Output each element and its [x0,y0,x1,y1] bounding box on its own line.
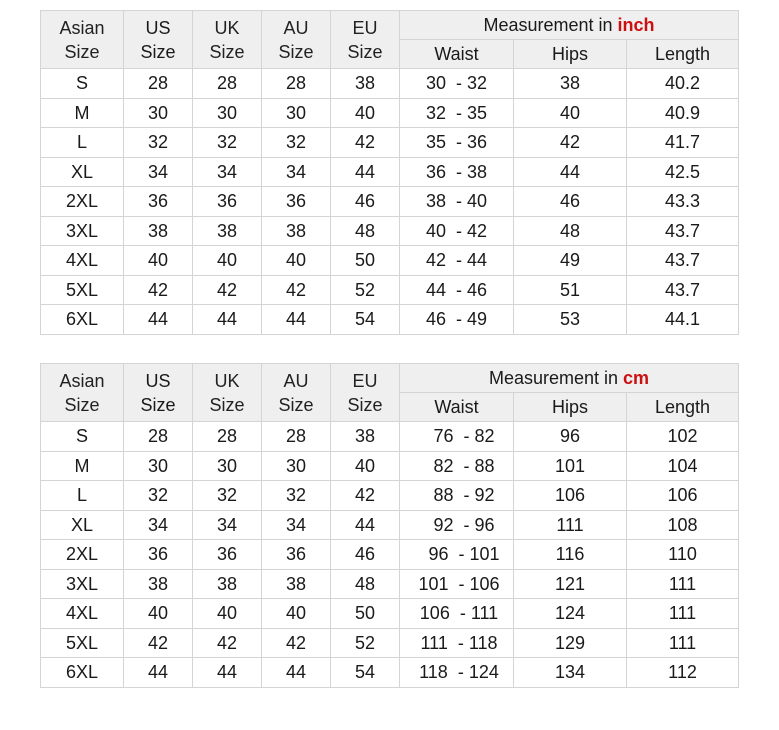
hips-cell: 106 [514,481,627,511]
hips-cell: 46 [514,187,627,217]
au-size-cell: 40 [262,246,331,276]
eu-size-cell: 46 [331,187,400,217]
length-cell: 40.9 [627,98,739,128]
hips-cell: 124 [514,599,627,629]
cm-size-table [40,363,739,688]
hips-cell: 40 [514,98,627,128]
table-row [41,422,739,452]
us-size-cell: 38 [124,569,193,599]
waist-cell: 35 - 36 [400,128,514,158]
uk-size-cell: 34 [193,157,262,187]
waist-cell: 88 - 92 [400,481,514,511]
asian-size-cell: 5XL [41,275,124,305]
hips-cell: 129 [514,628,627,658]
table-row [41,305,739,335]
length-cell: 111 [627,599,739,629]
hips-cell: 49 [514,246,627,276]
au-size-cell: 34 [262,510,331,540]
asian-size-cell: L [41,128,124,158]
uk-size-cell: 38 [193,569,262,599]
table-row [41,98,739,128]
eu-size-cell: 38 [331,69,400,99]
us-size-cell: 34 [124,157,193,187]
us-size-cell: 40 [124,599,193,629]
us-size-cell: 32 [124,481,193,511]
hips-cell: 121 [514,569,627,599]
au-size-cell: 32 [262,128,331,158]
table-row [41,599,739,629]
length-cell: 110 [627,540,739,570]
us-size-cell: 28 [124,422,193,452]
hips-cell: 44 [514,157,627,187]
header-waist: Waist [400,393,514,422]
asian-size-cell: L [41,481,124,511]
length-cell: 108 [627,510,739,540]
us-size-cell: 36 [124,187,193,217]
eu-size-cell: 50 [331,599,400,629]
us-size-cell: 44 [124,658,193,688]
au-size-cell: 44 [262,305,331,335]
uk-size-cell: 34 [193,510,262,540]
us-size-cell: 42 [124,628,193,658]
asian-size-cell: M [41,98,124,128]
hips-cell: 51 [514,275,627,305]
uk-size-cell: 36 [193,540,262,570]
waist-cell: 101 - 106 [400,569,514,599]
table-row [41,246,739,276]
eu-size-cell: 44 [331,510,400,540]
length-cell: 104 [627,451,739,481]
header-length: Length [627,40,739,69]
eu-size-cell: 50 [331,246,400,276]
table-row [41,157,739,187]
asian-size-cell: 4XL [41,599,124,629]
au-size-cell: 30 [262,451,331,481]
eu-size-cell: 48 [331,569,400,599]
header-uk-size: UK Size [193,11,262,69]
eu-size-cell: 40 [331,98,400,128]
eu-size-cell: 54 [331,305,400,335]
measurement-title: Measurement in inch [400,11,739,40]
table-row [41,275,739,305]
asian-size-cell: 6XL [41,305,124,335]
waist-cell: 32 - 35 [400,98,514,128]
hips-cell: 53 [514,305,627,335]
uk-size-cell: 42 [193,628,262,658]
us-size-cell: 42 [124,275,193,305]
header-au-size: AU Size [262,364,331,422]
header-eu-size: EU Size [331,11,400,69]
table-row [41,628,739,658]
asian-size-cell: 5XL [41,628,124,658]
waist-cell: 38 - 40 [400,187,514,217]
au-size-cell: 30 [262,98,331,128]
waist-cell: 46 - 49 [400,305,514,335]
uk-size-cell: 40 [193,599,262,629]
asian-size-cell: 2XL [41,540,124,570]
au-size-cell: 32 [262,481,331,511]
asian-size-cell: S [41,69,124,99]
length-cell: 43.7 [627,216,739,246]
hips-cell: 96 [514,422,627,452]
eu-size-cell: 42 [331,128,400,158]
au-size-cell: 38 [262,216,331,246]
waist-cell: 118 - 124 [400,658,514,688]
uk-size-cell: 40 [193,246,262,276]
hips-cell: 38 [514,69,627,99]
table-row [41,658,739,688]
au-size-cell: 36 [262,187,331,217]
header-au-size: AU Size [262,11,331,69]
us-size-cell: 40 [124,246,193,276]
uk-size-cell: 30 [193,98,262,128]
waist-cell: 82 - 88 [400,451,514,481]
length-cell: 43.3 [627,187,739,217]
au-size-cell: 28 [262,422,331,452]
hips-cell: 48 [514,216,627,246]
eu-size-cell: 54 [331,658,400,688]
waist-cell: 36 - 38 [400,157,514,187]
uk-size-cell: 38 [193,216,262,246]
table-row [41,481,739,511]
length-cell: 111 [627,569,739,599]
us-size-cell: 32 [124,128,193,158]
length-cell: 43.7 [627,275,739,305]
table-row [41,569,739,599]
eu-size-cell: 44 [331,157,400,187]
eu-size-cell: 42 [331,481,400,511]
header-us-size: US Size [124,364,193,422]
waist-cell: 96 - 101 [400,540,514,570]
unit-label: inch [617,15,655,35]
eu-size-cell: 52 [331,275,400,305]
table-row [41,540,739,570]
au-size-cell: 36 [262,540,331,570]
asian-size-cell: 6XL [41,658,124,688]
uk-size-cell: 28 [193,69,262,99]
uk-size-cell: 32 [193,481,262,511]
us-size-cell: 34 [124,510,193,540]
asian-size-cell: 4XL [41,246,124,276]
eu-size-cell: 48 [331,216,400,246]
waist-cell: 92 - 96 [400,510,514,540]
length-cell: 102 [627,422,739,452]
au-size-cell: 34 [262,157,331,187]
asian-size-cell: 2XL [41,187,124,217]
uk-size-cell: 44 [193,658,262,688]
header-eu-size: EU Size [331,364,400,422]
waist-cell: 42 - 44 [400,246,514,276]
us-size-cell: 36 [124,540,193,570]
asian-size-cell: XL [41,157,124,187]
header-us-size: US Size [124,11,193,69]
hips-cell: 42 [514,128,627,158]
hips-cell: 134 [514,658,627,688]
length-cell: 42.5 [627,157,739,187]
table-row [41,187,739,217]
hips-cell: 101 [514,451,627,481]
eu-size-cell: 46 [331,540,400,570]
asian-size-cell: XL [41,510,124,540]
us-size-cell: 30 [124,451,193,481]
uk-size-cell: 30 [193,451,262,481]
au-size-cell: 38 [262,569,331,599]
us-size-cell: 38 [124,216,193,246]
table-row [41,69,739,99]
table-row [41,451,739,481]
eu-size-cell: 40 [331,451,400,481]
unit-label: cm [623,368,650,388]
us-size-cell: 44 [124,305,193,335]
asian-size-cell: M [41,451,124,481]
length-cell: 40.2 [627,69,739,99]
header-hips: Hips [514,40,627,69]
uk-size-cell: 44 [193,305,262,335]
header-waist: Waist [400,40,514,69]
au-size-cell: 42 [262,275,331,305]
length-cell: 112 [627,658,739,688]
us-size-cell: 28 [124,69,193,99]
waist-cell: 106 - 111 [400,599,514,629]
au-size-cell: 42 [262,628,331,658]
us-size-cell: 30 [124,98,193,128]
header-asian-size: Asian Size [41,364,124,422]
header-uk-size: UK Size [193,364,262,422]
uk-size-cell: 42 [193,275,262,305]
eu-size-cell: 38 [331,422,400,452]
uk-size-cell: 36 [193,187,262,217]
au-size-cell: 28 [262,69,331,99]
measurement-title: Measurement in cm [400,364,739,393]
header-length: Length [627,393,739,422]
uk-size-cell: 28 [193,422,262,452]
uk-size-cell: 32 [193,128,262,158]
waist-cell: 76 - 82 [400,422,514,452]
table-row [41,128,739,158]
length-cell: 44.1 [627,305,739,335]
header-hips: Hips [514,393,627,422]
eu-size-cell: 52 [331,628,400,658]
length-cell: 111 [627,628,739,658]
length-cell: 106 [627,481,739,511]
hips-cell: 116 [514,540,627,570]
header-asian-size: Asian Size [41,11,124,69]
asian-size-cell: 3XL [41,569,124,599]
table-row [41,510,739,540]
au-size-cell: 40 [262,599,331,629]
au-size-cell: 44 [262,658,331,688]
hips-cell: 111 [514,510,627,540]
waist-cell: 30 - 32 [400,69,514,99]
length-cell: 43.7 [627,246,739,276]
waist-cell: 40 - 42 [400,216,514,246]
asian-size-cell: 3XL [41,216,124,246]
length-cell: 41.7 [627,128,739,158]
waist-cell: 111 - 118 [400,628,514,658]
waist-cell: 44 - 46 [400,275,514,305]
asian-size-cell: S [41,422,124,452]
inch-size-table [40,10,739,335]
table-row [41,216,739,246]
